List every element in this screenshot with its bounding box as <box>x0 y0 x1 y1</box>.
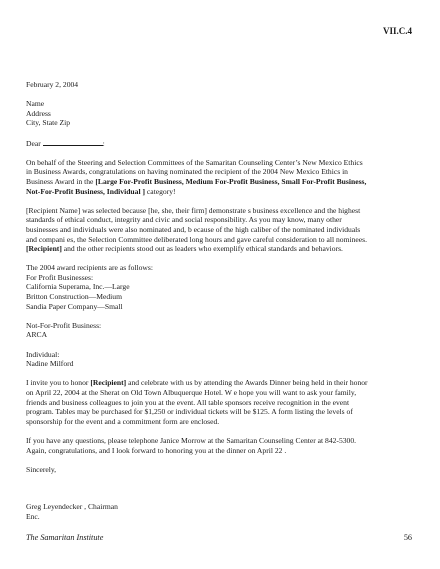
paragraph-invitation <box>26 378 418 426</box>
signature-name: Greg Leyendecker , Chairman <box>26 502 118 512</box>
recipient-medium: Britton Construction—Medium <box>26 292 122 302</box>
recipient-placeholder: [Recipient] <box>26 244 62 254</box>
address-city: City, State Zip <box>26 118 71 128</box>
closing-text: Sincerely, <box>26 464 57 474</box>
text-line <box>26 244 418 254</box>
enclosure-note: Enc. <box>26 511 40 521</box>
paragraph-congratulations <box>26 158 418 196</box>
text-line: On behalf of the Steering and Selection Committees of the Samaritan Counseling Center’s New Mexico Ethics <box>26 157 363 167</box>
recipient-individual: Nadine Milford <box>26 359 74 369</box>
text-run: and celebrate with us by attending the Awards Dinner being held in their honor <box>126 378 368 388</box>
closing <box>26 465 418 475</box>
text-line: friends and business colleagues to join you at the event. All table sponsors receive recognition in the event <box>26 397 350 407</box>
text-line: The 2004 award recipients are as follows: <box>26 263 153 273</box>
category-options: [Large For-Profit Business, Medium For-Profit Business, Small For-Profit Business, <box>95 176 367 186</box>
page-number: 56 <box>403 533 412 542</box>
text-line: If you have any questions, please telephone Janice Morrow at the Samaritan Counseling Center at 842-5300. <box>26 435 357 445</box>
paragraph-nonprofit <box>26 321 418 340</box>
text-run: I invite you to honor <box>26 378 91 388</box>
text-run: Business Award in the <box>26 176 96 186</box>
paragraph-individual <box>26 350 418 369</box>
page-footer <box>26 533 412 542</box>
salutation <box>26 138 418 149</box>
text-line: sponsorship for the event and a commitment form are enclosed. <box>26 416 220 426</box>
text-line: Not-For-Profit Business: <box>26 320 102 330</box>
text-line: on April 22, 2004 at the Sherat on Old Town Albuquerque Hotel. W e hope you will want to ask your family, <box>26 388 357 397</box>
text-line: businesses and individuals were also nominated and, b ecause of the high caliber of the nominated individuals <box>26 224 361 234</box>
text-line: and compani es, the Selection Committee deliberated long hours and gave careful consideration to all nominees. <box>26 234 367 244</box>
recipient-small: Sandia Paper Company—Small <box>26 301 123 311</box>
paragraph-recipients <box>26 263 418 311</box>
text-line <box>26 378 418 388</box>
paragraph-contact <box>26 436 418 455</box>
text-run: category! <box>144 186 176 196</box>
text-line <box>26 177 418 187</box>
recipient-nonprofit: ARCA <box>26 330 48 340</box>
text-line: standards of ethical conduct, integrity and civic and social responsibility. As you may know, many other <box>26 215 342 225</box>
salutation-blank <box>43 138 103 146</box>
salutation-prefix: Dear <box>26 138 41 148</box>
paragraph-selection <box>26 206 418 254</box>
text-line <box>26 187 418 197</box>
institute-name: The Samaritan Institute <box>26 533 104 542</box>
text-line: in Business Awards, congratulations on having nominated the recipient of the 2004 New Mexico Ethics in <box>26 167 348 177</box>
date-text: February 2, 2004 <box>26 80 79 89</box>
salutation-suffix: : <box>102 138 105 148</box>
text-line: Again, congratulations, and I look forward to honoring you at the dinner on April 22 . <box>26 445 287 455</box>
text-line: program. Tables may be purchased for $1,250 or individual tickets will be $125. A form listing the levels of <box>26 407 353 417</box>
letter-body <box>26 80 418 531</box>
address-street: Address <box>26 108 51 118</box>
text-line: Individual: <box>26 349 60 359</box>
recipient-address <box>26 99 418 128</box>
signature-block <box>26 502 418 521</box>
text-line: For Profit Businesses: <box>26 272 94 282</box>
address-name: Name <box>26 99 45 109</box>
category-options-cont: Not-For-Profit Business, Individual ] <box>26 186 145 196</box>
recipient-placeholder: [Recipient] <box>90 378 127 388</box>
text-line: [Recipient Name] was selected because [he, she, their firm] demonstrate s business excellence and the highest <box>26 205 361 215</box>
document-code: VII.C.4 <box>382 26 412 36</box>
recipient-large: California Superama, Inc.—Large <box>26 282 130 292</box>
letter-date <box>26 80 418 90</box>
text-run: and the other recipients stood out as leaders who exemplify ethical standards and behaviors. <box>61 244 343 254</box>
